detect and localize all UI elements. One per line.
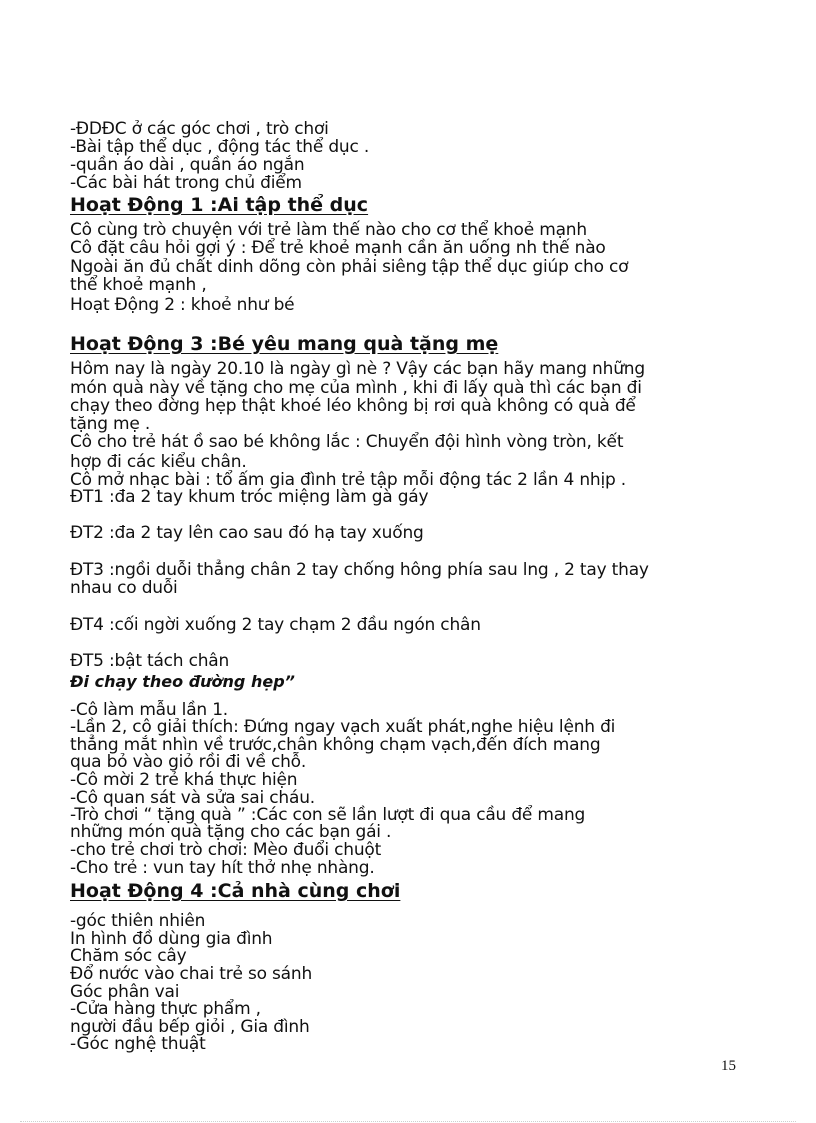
text-line: Hoạt Động 2 : khoẻ như bé [70, 295, 295, 315]
page-number: 15 [721, 1058, 736, 1074]
text-line: -Cô mời 2 trẻ khá thực hiện [70, 770, 298, 790]
text-line: những món quà tặng cho các bạn gái . [70, 822, 392, 842]
text-line: tặng mẹ . [70, 414, 151, 434]
activity-subtitle: Đi chạy theo đường hẹp” [70, 672, 295, 691]
text-line: Góc phân vai [70, 982, 180, 1002]
section-heading: Hoạt Động 4 :Cả nhà cùng chơi [70, 880, 401, 902]
text-line: -Góc nghệ thuật [70, 1034, 206, 1054]
text-line: -Bài tập thể dục , động tác thể dục . [70, 137, 370, 157]
text-line: thể khoẻ mạnh , [70, 275, 207, 295]
text-line: -Lần 2, cô giải thích: Đứng ngay vạch xuất phát,nghe hiệu lệnh đi [70, 717, 616, 737]
text-line: -ĐDĐC ở các góc chơi , trò chơi [70, 119, 329, 139]
section-heading: Hoạt Động 3 :Bé yêu mang quà tặng mẹ [70, 333, 499, 355]
text-line: ĐT4 :cối ngời xuống 2 tay chạm 2 đầu ngón chân [70, 615, 481, 635]
text-line: -Trò chơi “ tặng quà ” :Các con sẽ lần lượt đi qua cầu để mang [70, 805, 586, 825]
text-line: Cô cùng trò chuyện với trẻ làm thế nào cho cơ thể khoẻ mạnh [70, 220, 587, 240]
text-line: -Các bài hát trong chủ điểm [70, 173, 302, 193]
text-line: Cô mở nhạc bài : tổ ấm gia đình trẻ tập mỗi động tác 2 lần 4 nhịp . [70, 470, 626, 490]
text-line: -Cửa hàng thực phẩm , [70, 999, 261, 1019]
text-line: -quần áo dài , quần áo ngắn [70, 155, 305, 175]
text-line: -Cho trẻ : vun tay hít thở nhẹ nhàng. [70, 858, 375, 878]
text-line: ĐT5 :bật tách chân [70, 651, 230, 671]
text-line: món quà này về tặng cho mẹ của mình , khi đi lấy quà thì các bạn đi [70, 378, 642, 398]
text-line: -Cô quan sát và sửa sai cháu. [70, 788, 315, 808]
text-line: thẳng mắt nhìn về trước,chân không chạm vạch,đến đích mang [70, 735, 601, 755]
text-line: ĐT2 :đa 2 tay lên cao sau đó hạ tay xuống [70, 523, 424, 543]
text-line: chạy theo đờng hẹp thật khoé léo không bị rơi quà không có quà để [70, 396, 636, 416]
text-line: qua bỏ vào giỏ rồi đi về chỗ. [70, 752, 307, 772]
text-line: nhau co duỗi [70, 578, 178, 598]
text-line: Hôm nay là ngày 20.10 là ngày gì nè ? Vậy các bạn hãy mang những [70, 359, 645, 379]
text-line: ĐT1 :đa 2 tay khum tróc miệng làm gà gáy [70, 487, 429, 507]
text-line: Ngoài ăn đủ chất dinh dõng còn phải siêng tập thể dục giúp cho cơ [70, 257, 629, 277]
text-line: ĐT3 :ngồi duỗi thẳng chân 2 tay chống hông phía sau lng , 2 tay thay [70, 560, 649, 580]
text-line: -cho trẻ chơi trò chơi: Mèo đuổi chuột [70, 840, 382, 860]
text-line: Cô cho trẻ hát ồ sao bé không lắc : Chuyển đội hình vòng tròn, kết [70, 432, 624, 452]
text-line: In hình đồ dùng gia đình [70, 929, 273, 949]
text-line: Đổ nước vào chai trẻ so sánh [70, 964, 313, 984]
text-line: -góc thiên nhiên [70, 911, 206, 931]
text-line: Cô đặt câu hỏi gợi ý : Để trẻ khoẻ mạnh cần ăn uống nh thế nào [70, 238, 606, 258]
text-line: Chăm sóc cây [70, 946, 187, 966]
page-divider [20, 1121, 796, 1122]
text-line: -Cô làm mẫu lần 1. [70, 700, 229, 720]
text-line: hợp đi các kiểu chân. [70, 452, 247, 472]
text-line: người đầu bếp giỏi , Gia đình [70, 1017, 310, 1037]
section-heading: Hoạt Động 1 :Ai tập thể dục [70, 194, 369, 216]
